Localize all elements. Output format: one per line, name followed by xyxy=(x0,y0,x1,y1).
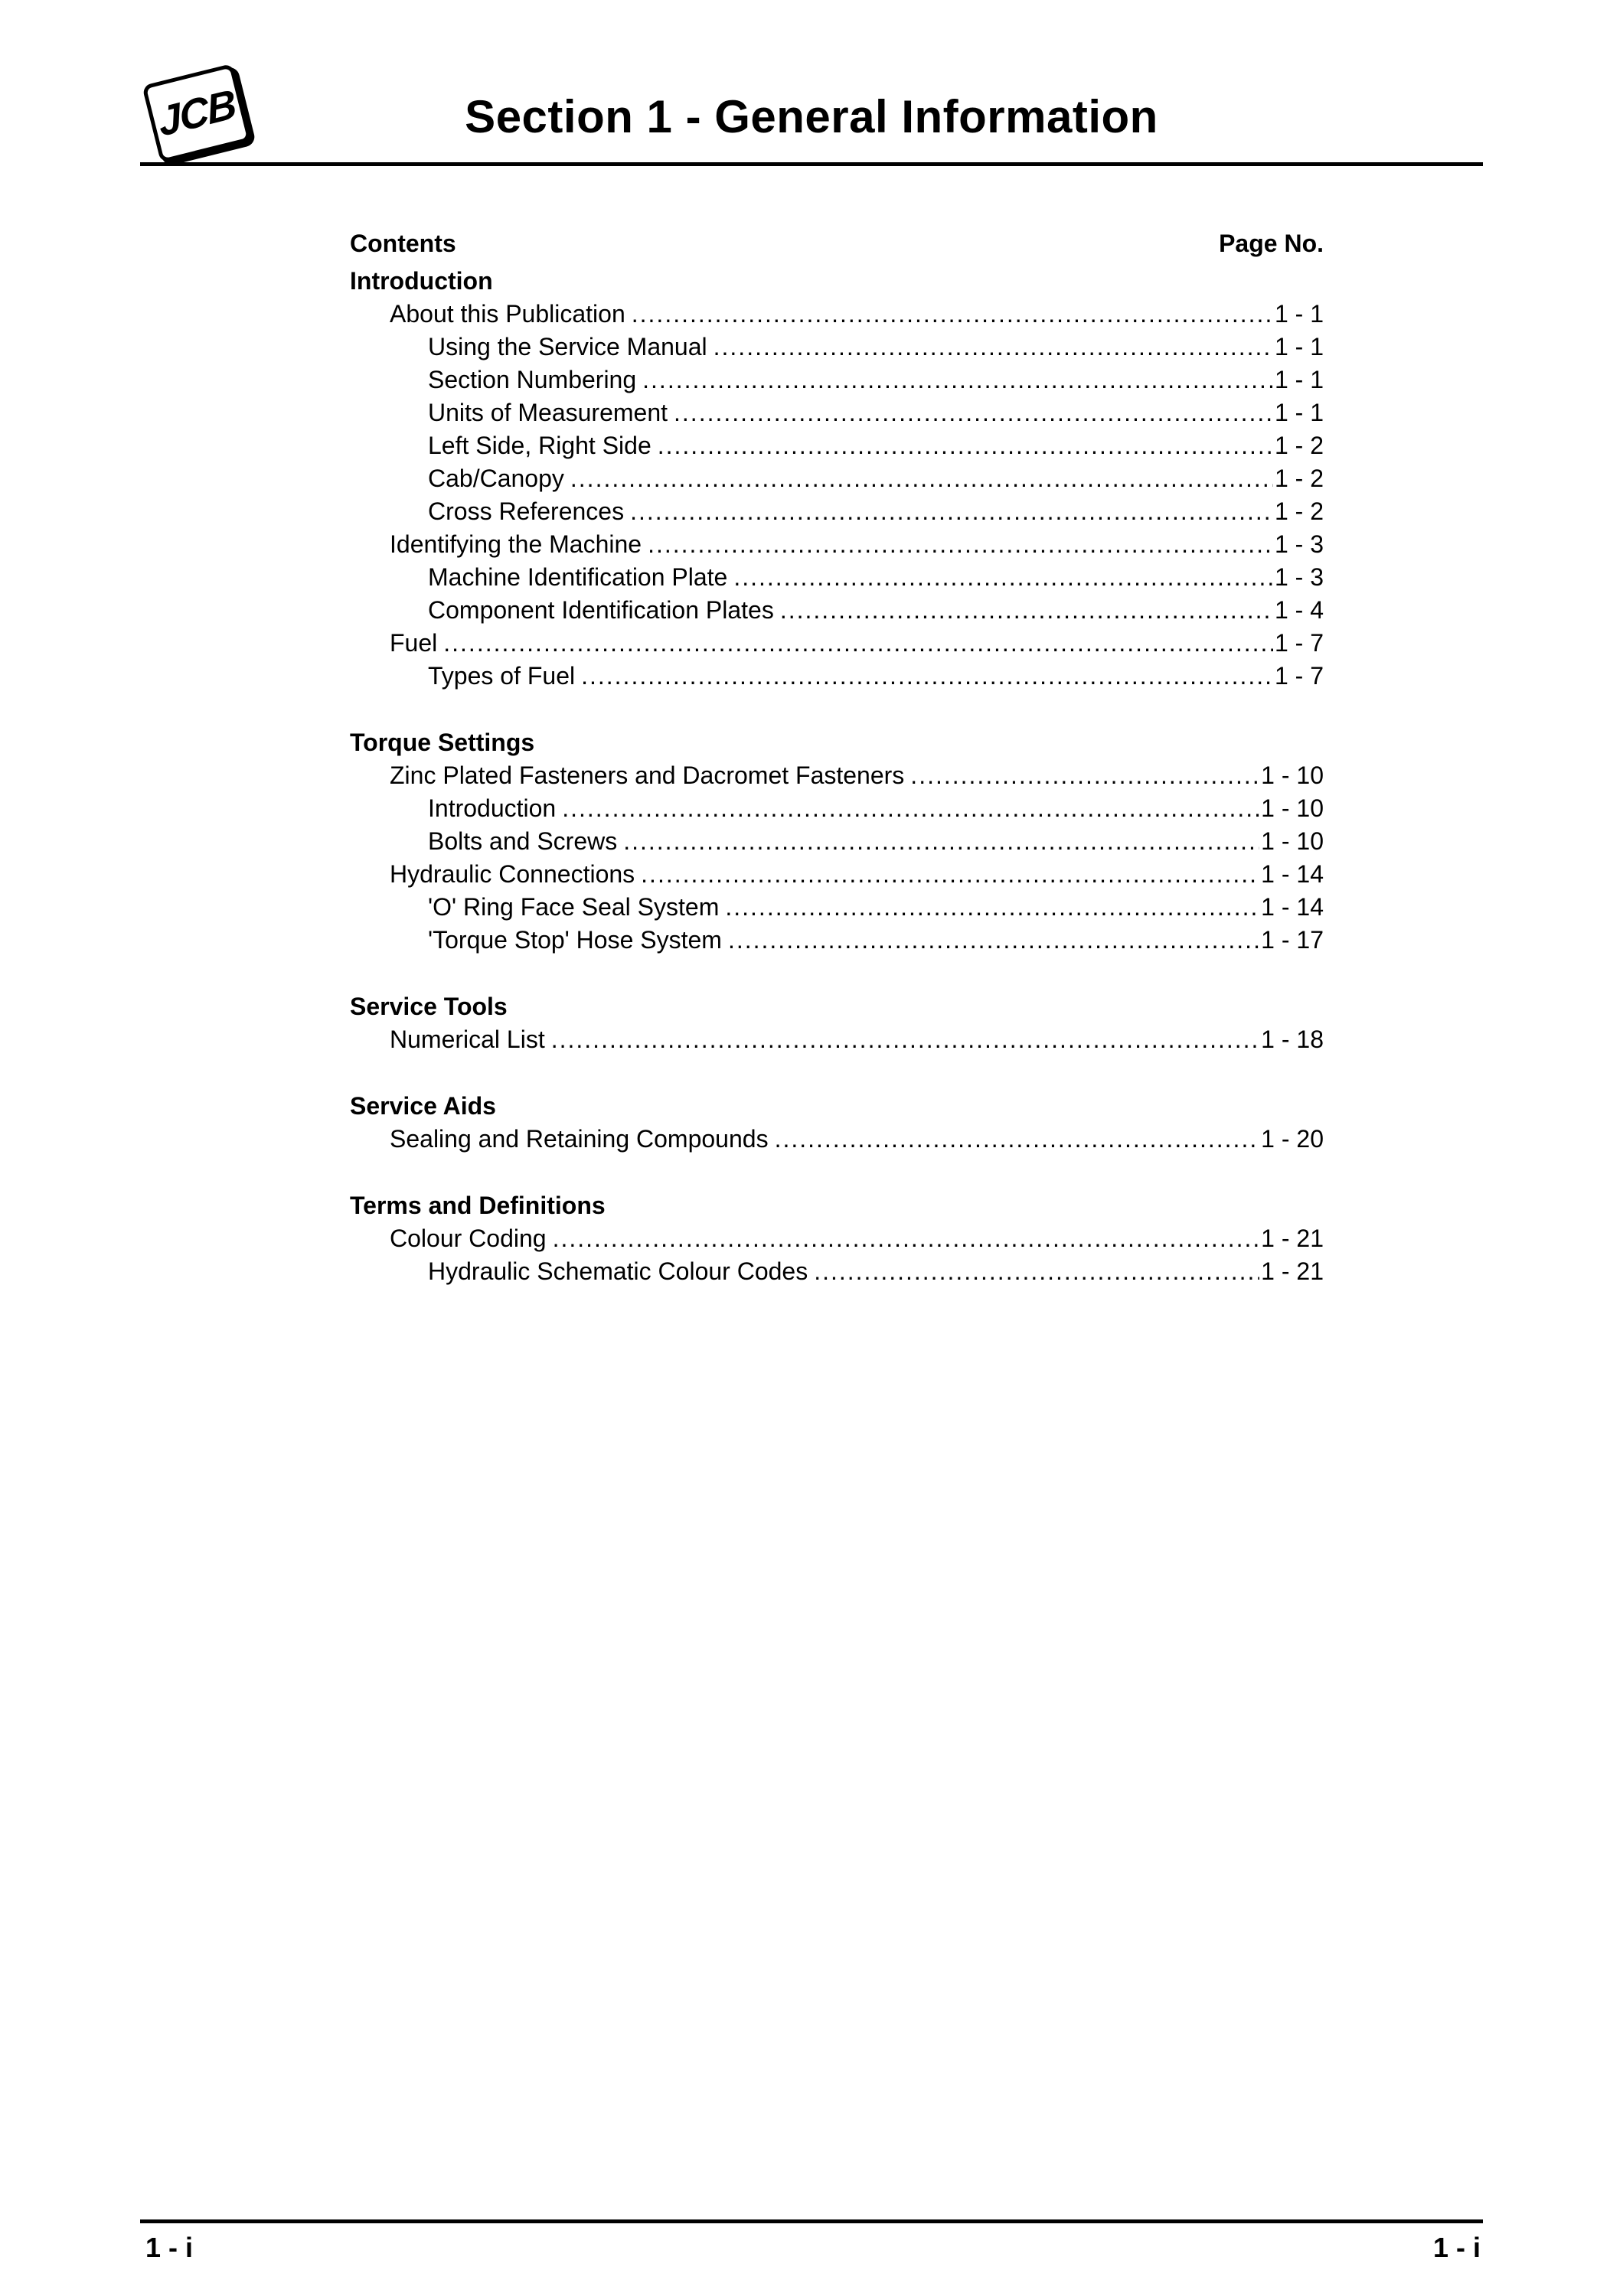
toc-entry-label: Component Identification Plates xyxy=(428,596,774,624)
toc-entry-page: 1 - 10 xyxy=(1261,827,1324,855)
toc-entry-label: Zinc Plated Fasteners and Dacromet Fasteners xyxy=(390,762,905,789)
toc-entry xyxy=(350,429,1324,462)
toc-section-title: Service Tools xyxy=(350,993,508,1020)
toc-dot-leader xyxy=(551,1023,1259,1056)
footer-page-number-left: 1 - i xyxy=(145,2232,194,2263)
toc-entry-page: 1 - 10 xyxy=(1261,794,1324,822)
footer-row xyxy=(145,2232,1481,2264)
toc-entry-label: Left Side, Right Side xyxy=(428,432,651,459)
toc-section-torque-settings xyxy=(350,726,1324,957)
toc-entry-page: 1 - 17 xyxy=(1261,926,1324,954)
toc-entry-page: 1 - 14 xyxy=(1261,860,1324,888)
toc-entry-label: Numerical List xyxy=(390,1026,545,1053)
toc-entry xyxy=(350,561,1324,594)
toc-entry xyxy=(350,528,1324,561)
toc-dot-leader xyxy=(641,858,1259,891)
toc-entry-page: 1 - 4 xyxy=(1274,596,1324,624)
toc-entry-label: Sealing and Retaining Compounds xyxy=(390,1125,769,1153)
toc-dot-leader xyxy=(910,759,1259,792)
toc-section-service-tools xyxy=(350,990,1324,1056)
toc-entry-label: Machine Identification Plate xyxy=(428,563,728,591)
page-no-label: Page No. xyxy=(1219,230,1324,257)
toc-entry-page: 1 - 2 xyxy=(1274,432,1324,459)
toc-section-title: Service Aids xyxy=(350,1092,496,1120)
toc-entry-label: Section Numbering xyxy=(428,366,637,393)
jcb-logo-text: JCB xyxy=(155,80,238,146)
toc-entry xyxy=(350,396,1324,429)
toc-entry xyxy=(350,594,1324,627)
toc-dot-leader xyxy=(775,1123,1260,1156)
toc-entry xyxy=(350,364,1324,396)
toc-entry-label: Hydraulic Schematic Colour Codes xyxy=(428,1257,808,1285)
toc-entry-page: 1 - 7 xyxy=(1274,662,1324,690)
toc-entry-page: 1 - 1 xyxy=(1274,366,1324,393)
toc-entry-label: Using the Service Manual xyxy=(428,333,707,360)
toc-entry-page: 1 - 3 xyxy=(1274,563,1324,591)
toc-entry xyxy=(350,298,1324,331)
footer-rule xyxy=(140,2219,1483,2223)
toc-entry-label: 'Torque Stop' Hose System xyxy=(428,926,722,954)
toc-entry-label: Units of Measurement xyxy=(428,399,668,426)
toc-dot-leader xyxy=(443,627,1273,660)
toc-dot-leader xyxy=(814,1255,1259,1288)
toc-entry-page: 1 - 1 xyxy=(1274,300,1324,328)
toc-entry xyxy=(350,462,1324,495)
toc-entry-page: 1 - 7 xyxy=(1274,629,1324,657)
toc-sections xyxy=(350,265,1324,1288)
table-of-contents xyxy=(350,227,1324,1288)
toc-dot-leader xyxy=(642,364,1273,396)
toc-entry xyxy=(350,858,1324,891)
toc-entry-page: 1 - 21 xyxy=(1261,1225,1324,1252)
toc-entry xyxy=(350,924,1324,957)
toc-entry xyxy=(350,660,1324,693)
toc-entry-page: 1 - 14 xyxy=(1261,893,1324,921)
toc-entry-page: 1 - 18 xyxy=(1261,1026,1324,1053)
toc-dot-leader xyxy=(581,660,1273,693)
toc-entry xyxy=(350,891,1324,924)
toc-entry-page: 1 - 20 xyxy=(1261,1125,1324,1153)
toc-dot-leader xyxy=(632,298,1273,331)
header-rule xyxy=(140,162,1483,166)
toc-dot-leader xyxy=(714,331,1273,364)
toc-entry xyxy=(350,627,1324,660)
toc-entry xyxy=(350,759,1324,792)
toc-entry-label: 'O' Ring Face Seal System xyxy=(428,893,720,921)
toc-dot-leader xyxy=(658,429,1273,462)
toc-entry-page: 1 - 10 xyxy=(1261,762,1324,789)
toc-header-row xyxy=(350,227,1324,260)
toc-entry-label: Colour Coding xyxy=(390,1225,547,1252)
toc-entry-page: 1 - 1 xyxy=(1274,333,1324,360)
footer-page-number-right: 1 - i xyxy=(1432,2232,1481,2263)
toc-entry-label: Types of Fuel xyxy=(428,662,576,690)
toc-section-title: Introduction xyxy=(350,267,493,295)
toc-dot-leader xyxy=(725,891,1259,924)
toc-dot-leader xyxy=(674,396,1273,429)
toc-entry xyxy=(350,825,1324,858)
toc-dot-leader xyxy=(630,495,1273,528)
toc-entry-label: Hydraulic Connections xyxy=(390,860,635,888)
toc-dot-leader xyxy=(553,1222,1260,1255)
toc-section-terms-and-definitions xyxy=(350,1189,1324,1288)
toc-entry xyxy=(350,495,1324,528)
toc-entry-label: About this Publication xyxy=(390,300,625,328)
toc-entry-page: 1 - 1 xyxy=(1274,399,1324,426)
toc-dot-leader xyxy=(562,792,1259,825)
toc-section-introduction xyxy=(350,265,1324,693)
toc-entry-page: 1 - 21 xyxy=(1261,1257,1324,1285)
toc-entry-label: Introduction xyxy=(428,794,557,822)
toc-section-title: Torque Settings xyxy=(350,729,535,756)
toc-dot-leader xyxy=(570,462,1273,495)
toc-entry xyxy=(350,1123,1324,1156)
toc-dot-leader xyxy=(623,825,1259,858)
toc-entry-page: 1 - 2 xyxy=(1274,465,1324,492)
toc-entry xyxy=(350,1222,1324,1255)
toc-dot-leader xyxy=(733,561,1273,594)
toc-entry xyxy=(350,792,1324,825)
toc-section-title: Terms and Definitions xyxy=(350,1192,606,1219)
toc-entry-label: Fuel xyxy=(390,629,438,657)
toc-entry-label: Identifying the Machine xyxy=(390,530,642,558)
toc-entry xyxy=(350,1255,1324,1288)
toc-entry xyxy=(350,1023,1324,1056)
toc-entry-page: 1 - 2 xyxy=(1274,497,1324,525)
toc-entry xyxy=(350,331,1324,364)
toc-entry-page: 1 - 3 xyxy=(1274,530,1324,558)
toc-dot-leader xyxy=(648,528,1273,561)
page-title: Section 1 - General Information xyxy=(465,91,1158,142)
toc-dot-leader xyxy=(780,594,1273,627)
toc-entry-label: Cross References xyxy=(428,497,625,525)
toc-entry-label: Cab/Canopy xyxy=(428,465,564,492)
toc-dot-leader xyxy=(728,924,1259,957)
toc-entry-label: Bolts and Screws xyxy=(428,827,618,855)
toc-section-service-aids xyxy=(350,1090,1324,1156)
contents-label: Contents xyxy=(350,230,456,257)
